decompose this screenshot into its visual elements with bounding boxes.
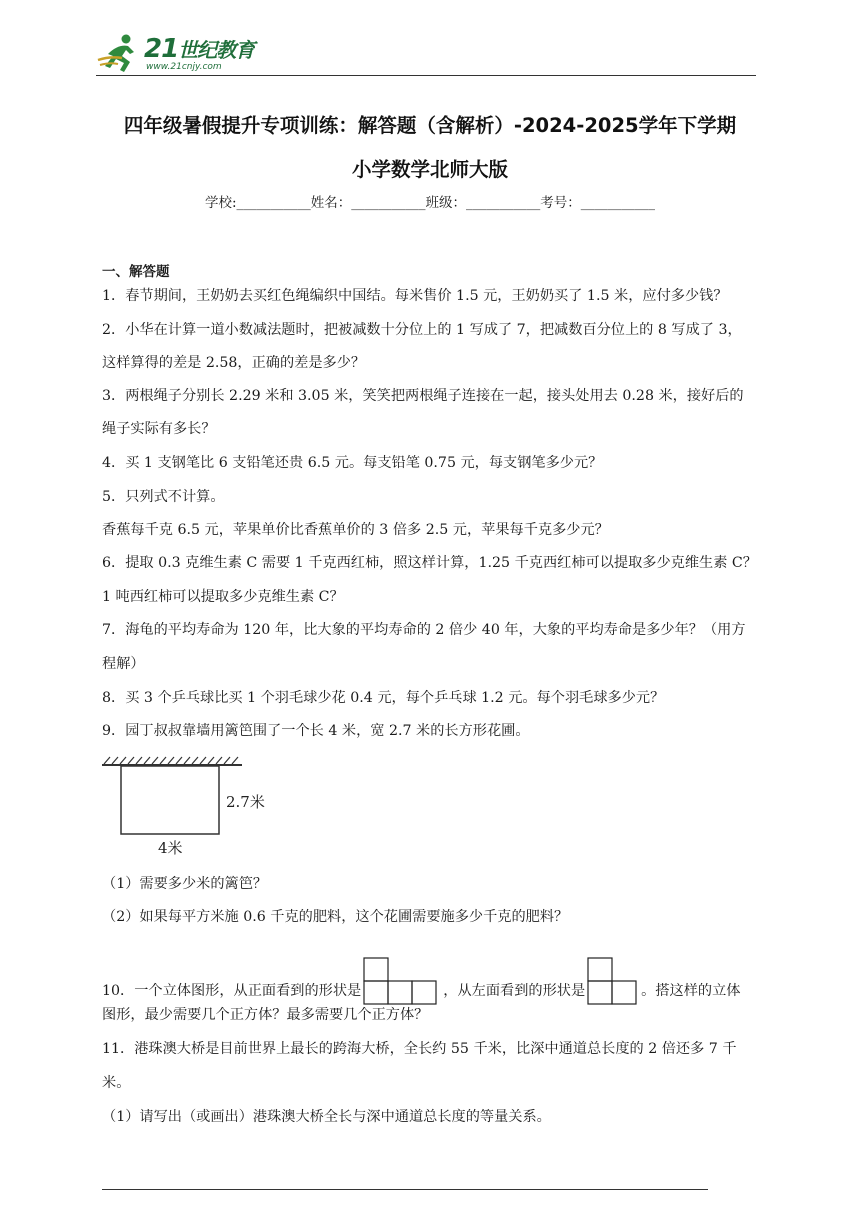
question-10-line1 [102,957,762,1005]
question-5-line2: 香蕉每千克 6.5 元，苹果单价比香蕉单价的 3 倍多 2.5 元，苹果每千克多少元？ [102,522,609,538]
logo-number: 21 [144,34,179,64]
length-label: 4米 [158,839,183,857]
logo-text [144,34,254,64]
question-3-line2: 绳子实际有多长？ [102,421,216,437]
name-field[interactable]: ___________ [351,195,426,211]
question-11-part1: （1）请写出（或画出）港珠澳大桥全长与深中通道总长度的等量关系。 [102,1109,551,1125]
question-8: 8．买 3 个乒乓球比买 1 个羽毛球少花 0.4 元，每个乒乓球 1.2 元。每个羽毛球多少元？ [102,690,665,706]
page-header [96,28,756,78]
question-10-text-b: ，从左面看到的形状是 [443,983,586,999]
left-view-figure [587,957,639,1005]
header-divider [96,75,756,76]
runner-logo-icon [96,32,142,74]
question-1: 1．春节期间，王奶奶去买红色绳编织中国结。每米售价 1.5 元，王奶奶买了 1.5 米，应付多少钱？ [102,288,728,304]
width-label: 2.7米 [226,793,265,811]
question-9: 9．园丁叔叔靠墙用篱笆围了一个长 4 米，宽 2.7 米的长方形花圃。 [102,723,530,739]
question-10-line2: 图形，最少需要几个正方体？最多需要几个正方体？ [102,1007,429,1023]
garden-rectangle-figure [100,756,270,860]
question-2-line2: 这样算得的差是 2.58，正确的差是多少？ [102,355,366,371]
school-label: 学校: [204,195,237,211]
logo-url: www.21cnjy.com [146,62,222,72]
student-info-line [0,191,860,211]
question-3-line1: 3．两根绳子分别长 2.29 米和 3.05 米，笑笑把两根绳子连接在一起，接头处用去 0.28 米，接好后的 [102,388,744,404]
name-label: 姓名： [310,195,352,211]
question-7-line1: 7．海龟的平均寿命为 120 年，比大象的平均寿命的 2 倍少 40 年，大象的平均寿命是多少年？（用方 [102,622,746,638]
question-9-part2: （2）如果每平方米施 0.6 千克的肥料，这个花圃需要施多少千克的肥料？ [102,909,569,925]
question-9-part1: （1）需要多少米的篱笆？ [102,876,268,892]
question-6-line1: 6．提取 0.3 克维生素 C 需要 1 千克西红柿，照这样计算，1.25 千克西红柿可以提取多少克维生素 C？ [102,555,757,571]
question-6-line2: 1 吨西红柿可以提取多少克维生素 C？ [102,589,344,605]
school-field[interactable]: ___________ [236,195,311,211]
class-label: 班级： [425,195,467,211]
question-2-line1: 2．小华在计算一道小数减法题时，把被减数十分位上的 1 写成了 7，把减数百分位上的 8 写成了 3， [102,322,742,338]
class-field[interactable]: ___________ [466,195,541,211]
logo-chinese: 世纪教育 [178,38,255,62]
exam-no-label: 考号： [540,195,581,211]
question-7-line2: 程解） [102,656,145,672]
question-11-line1: 11．港珠澳大桥是目前世界上最长的跨海大桥，全长约 55 千米，比深中通道总长度的 2 倍还多 7 千 [102,1041,737,1057]
question-10-text-a: 10．一个立体图形，从正面看到的形状是 [102,983,362,999]
question-5-line1: 5．只列式不计算。 [102,489,225,505]
logo [96,32,266,74]
section-title: 一、解答题 [102,264,170,280]
question-4: 4．买 1 支钢笔比 6 支铅笔还贵 6.5 元。每支铅笔 0.75 元，每支钢笔多少元？ [102,455,603,471]
question-11-line2: 米。 [102,1075,131,1091]
page-title-line2: 小学数学北师大版 [351,158,508,181]
footer-divider [102,1189,708,1190]
question-10-text-c: 。搭这样的立体 [641,983,741,999]
exam-no-field[interactable]: ___________ [580,195,656,211]
front-view-figure [363,957,441,1005]
page-title-line1: 四年级暑假提升专项训练：解答题（含解析）-2024-2025学年下学期 [123,114,737,137]
